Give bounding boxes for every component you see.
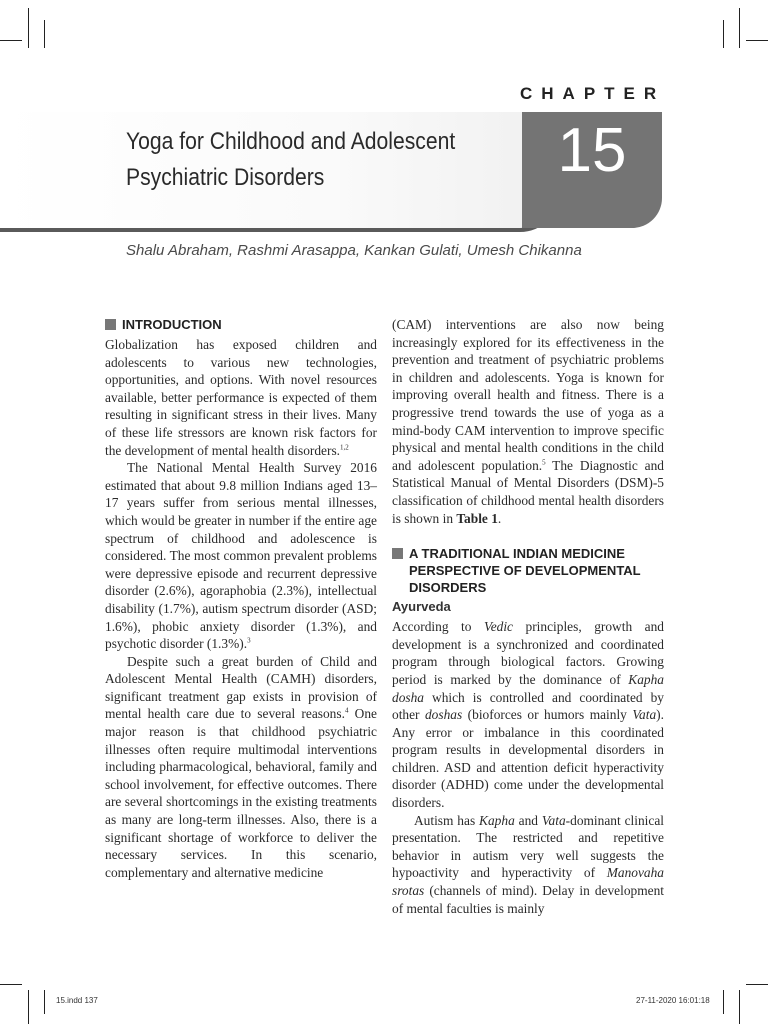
subsection-heading-ayurveda: Ayurveda bbox=[392, 599, 451, 615]
crop-mark bbox=[28, 990, 29, 1024]
section-heading-text: INTRODUCTION bbox=[122, 317, 222, 332]
crop-mark bbox=[746, 984, 768, 985]
author-list: Shalu Abraham, Rashmi Arasappa, Kankan Gulati, Umesh Chikanna bbox=[126, 242, 582, 259]
paragraph: (CAM) interventions are also now being increasingly explored for its effectiveness in the prevention and treatment of psychiatric problems in children and adolescents. Yoga is known for improving overall health and fitness. There is a progressive trend towards the use of yoga as a mind-body CAM intervention to improve specific physical and mental health conditions in the child and adolescent population.$^5$ The Diagnostic and Statistical Manual of Mental Disorders (DSM)-5 classification of childhood mental health disorders is shown in Table 1. bbox=[392, 317, 664, 526]
paragraph: Despite such a great burden of Child and Adolescent Mental Health (CAMH) disorders, significant treatment gap exists in provision of mental health care due to several reasons.$^4$ One major reason is that childhood psychiatric illnesses often require multimodal interventions including pharmacological, behavioral, family and school involvement, for effective outcomes. There are several shortcomings in the existing treatments as many are long-term illnesses. Also, there is a significant shortage of workforce to deliver the necessary services. In this scenario, complementary and alternative medicine bbox=[105, 653, 377, 880]
crop-mark bbox=[723, 990, 724, 1014]
footer-timestamp: 27-11-2020 16:01:18 bbox=[636, 996, 710, 1005]
crop-mark bbox=[746, 40, 768, 41]
left-column bbox=[105, 316, 377, 881]
right-column bbox=[392, 316, 664, 917]
paragraph: The National Mental Health Survey 2016 estimated that about 9.8 million Indians aged 13–17 years suffer from serious mental illnesses, which would be greater in number if the entire age spectrum of childhood and adolescence is considered. The most common prevalent problems were depressive episode and recurrent depressive disorder (2.6%), agoraphobia (2.3%), intellectual disability (1.7%), autism spectrum disorder (ASD; 1.6%), phobic anxiety disorder (1.3%), and psychotic disorder (1.3%).$^3$ bbox=[105, 460, 377, 652]
footer-file-info: 15.indd 137 bbox=[56, 996, 98, 1005]
chapter-title bbox=[126, 124, 460, 196]
crop-mark bbox=[44, 990, 45, 1014]
chapter-label: CHAPTER bbox=[520, 84, 666, 103]
paragraph: Autism has Kapha and Vata-dominant clinical presentation. The restricted and repetitive behavior in autism very well suggests the hypoactivity and hyperactivity of Manovaha srotas (channels of mind). Delay in development of mental faculties is mainly bbox=[392, 812, 664, 916]
paragraph: Globalization has exposed children and adolescents to various new technologies, opportunities, and options. With novel resources available, better performance is expected of them resulting in significant stress in their lives. Many of these life stressors are known risk factors for the development of mental health disorders.$^{1,2}$ bbox=[105, 337, 377, 458]
paragraph: According to Vedic principles, growth and development is a synchronized and coordinated program through biological factors. Growing period is marked by the dominance of Kapha dosha which is controlled and coordinated by other doshas (bioforces or humors mainly Vata). Any error or imbalance in this coordinated program results in developmental disorders in children. ASD and attention deficit hyperactivity disorder (ADHD) come under the developmental disorders. bbox=[392, 619, 664, 811]
table-reference: Table 1 bbox=[456, 510, 498, 526]
square-bullet-icon bbox=[392, 548, 403, 559]
crop-mark bbox=[739, 990, 740, 1024]
square-bullet-icon bbox=[105, 319, 116, 330]
crop-mark bbox=[0, 40, 22, 41]
title-line: Psychiatric Disorders bbox=[126, 164, 325, 191]
section-heading-text: A TRADITIONAL INDIAN MEDICINE PERSPECTIVE OF DEVELOPMENTAL DISORDERS bbox=[409, 546, 641, 596]
crop-mark bbox=[723, 20, 724, 48]
title-line: Yoga for Childhood and Adolescent bbox=[126, 128, 456, 155]
chapter-number: 15 bbox=[557, 116, 627, 185]
crop-mark bbox=[739, 8, 740, 48]
crop-mark bbox=[44, 20, 45, 48]
section-heading-traditional bbox=[392, 545, 664, 596]
crop-mark bbox=[0, 984, 22, 985]
section-heading-introduction bbox=[105, 316, 377, 333]
crop-mark bbox=[28, 8, 29, 48]
